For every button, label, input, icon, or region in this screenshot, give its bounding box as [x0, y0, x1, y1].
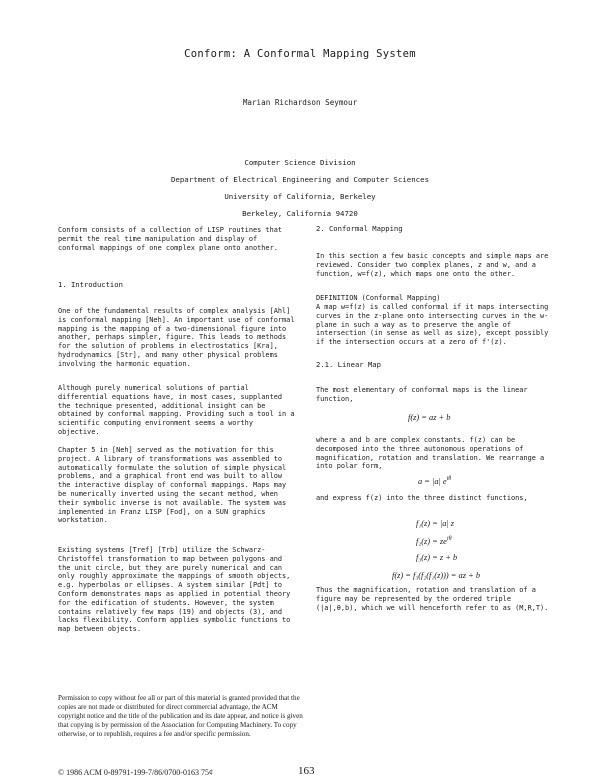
equation-linear: f(z) = az + b	[408, 413, 451, 422]
equation-polar	[418, 476, 451, 486]
section-heading-conformal-mapping: 2. Conformal Mapping	[316, 224, 403, 233]
equation-f2-exponent: iθ	[446, 536, 452, 542]
body-paragraph: The most elementary of conformal maps is the linear function,	[316, 386, 528, 403]
section-heading-linear-map: 2.1. Linear Map	[316, 360, 381, 369]
equation-f2	[416, 536, 452, 546]
definition-body: A map w=f(z) is called conformal if it maps intersecting curves in the z-plane onto intersecting curves in the w-plane in such a way as to preserve the angle of intersection (in sense as well as size), except possibly if the intersection occurs at a zero of f'(z).	[316, 303, 549, 347]
equation-composite: f(z) = f₃(f₂(f₁(z))) = az + b	[392, 571, 481, 580]
equation-f2-base: f₂(z) = ze	[416, 536, 447, 546]
author-name: Marian Richardson Seymour	[242, 98, 358, 107]
definition-heading: DEFINITION (Conformal Mapping)	[316, 294, 441, 302]
body-paragraph: Chapter 5 in [Neh] served as the motivation for this project. A library of transformations was assembled to automatically formulate the solution of simple physical problems, and a graphical front end was built to allow the interactive display of conformal mappings. Maps may be numerically inverted using the secant method, when their symbolic inverse is not available. The system was implemented in Franz LISP [Fod], on a SUN graphics workstation.	[58, 446, 287, 525]
equation-f3: f₃(z) = z + b	[416, 553, 458, 562]
affiliation-block	[0, 154, 600, 222]
equation-f1: f₁(z) = |a| z	[416, 519, 455, 528]
affiliation-line: Computer Science Division	[244, 158, 356, 167]
copyright-footer: © 1986 ACM 0-89791-199-7/86/0700-0163 75¢	[58, 768, 213, 777]
affiliation-line: Department of Electrical Engineering and Computer Sciences	[170, 175, 430, 184]
affiliation-line: Berkeley, California 94720	[242, 209, 358, 218]
body-paragraph: and express f(z) into the three distinct functions,	[316, 494, 528, 502]
abstract-paragraph: Conform consists of a collection of LISP routines that permit the real time manipulation and display of conformal mappings of one complex plane onto another.	[58, 226, 283, 252]
page-number: 163	[298, 765, 315, 777]
equation-polar-exponent: iθ	[446, 476, 452, 482]
paper-title: Conform: A Conformal Mapping System	[184, 48, 416, 60]
equation-polar-base: a = |a| e	[418, 476, 447, 486]
section-heading-introduction: 1. Introduction	[58, 280, 123, 289]
body-paragraph: In this section a few basic concepts and simple maps are reviewed. Consider two complex planes, z and w, and a function, w=f(z), which maps one onto the other.	[316, 252, 549, 278]
body-paragraph: Thus the magnification, rotation and translation of a figure may be represented by the ordered triple (|a|,θ,b), which we will henceforth refer to as (M,R,T).	[316, 586, 549, 612]
body-paragraph: Although purely numerical solutions of partial differential equations have, in most cases, supplanted the technique presented, additional insight can be obtained by conformal mapping. Providing such a tool in a scientific computing environment seems a worthy objective.	[58, 384, 295, 436]
body-paragraph: where a and b are complex constants. f(z) can be decomposed into the three autonomous operations of magnification, rotation and translation. We rearrange a into polar form,	[316, 436, 545, 471]
affiliation-line: University of California, Berkeley	[224, 192, 376, 201]
body-paragraph: Existing systems [Tref] [Trb] utilize the Schwarz-Christoffel transformation to map between polygons and the unit circle, but they are purely numerical and can only roughly approximate the mappings of smooth objects, e.g. hyperbolas or ellipses. A system similar [Pdt] to Conform demonstrates maps as applied in potential theory for the edification of students. However, the system contains relatively few maps (19) and objects (3), and lacks flexibility. Conform applies symbolic functions to map between objects.	[58, 546, 291, 634]
permission-notice: Permission to copy without fee all or part of this material is granted provided that the copies are not made or distributed for direct commercial advantage, the ACM copyright notice and the title of the publication and its date appear, and notice is given that copying is by permission of the Association for Computing Machinery. To copy otherwise, or to republish, requires a fee and/or specific permission.	[58, 694, 303, 738]
body-paragraph: One of the fundamental results of complex analysis [Ahl] is conformal mapping [Neh]. An important use of conformal mapping is the mapping of a two-dimensional figure into another, perhaps simpler, figure. This leads to methods for the solution of problems in electrostatics [Kra], hydrodynamics [Str], and many other physical problems involving the harmonic equation.	[58, 307, 295, 368]
